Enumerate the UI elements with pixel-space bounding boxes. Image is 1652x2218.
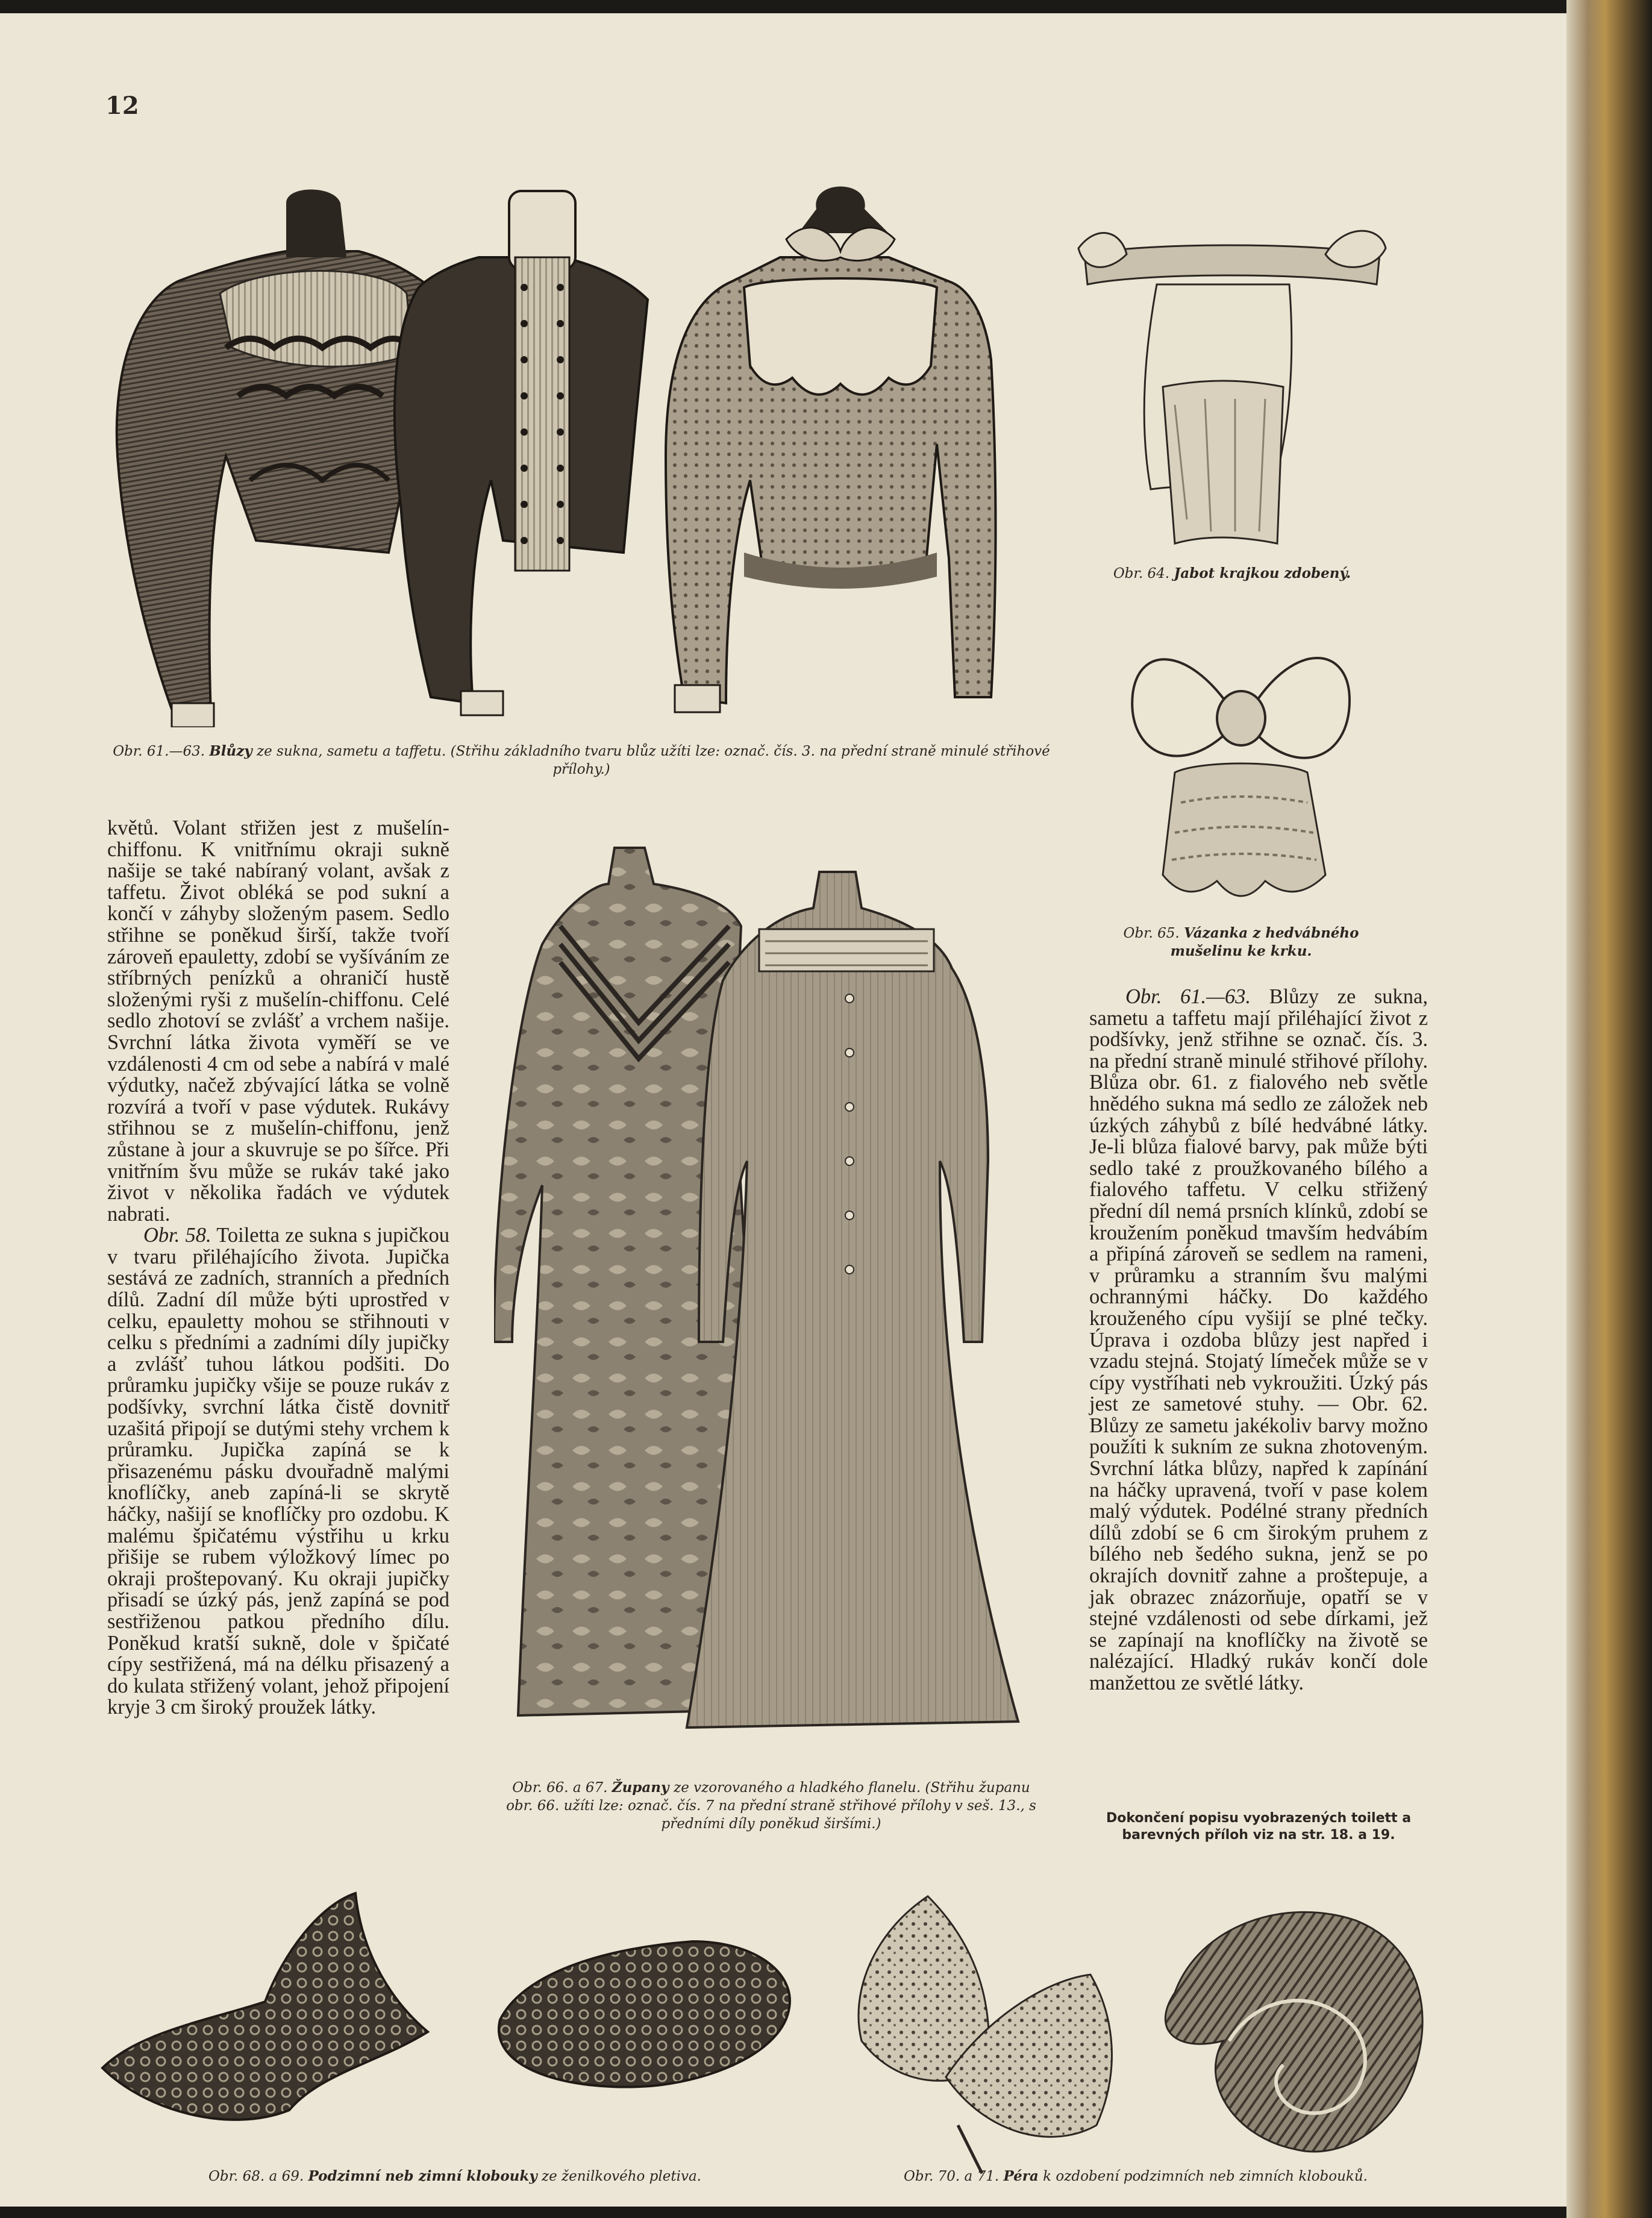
binding-spine (1566, 0, 1652, 2218)
caption-fig70-71-text: k ozdobení podzimních neb zimních klobouků. (1043, 2169, 1368, 2184)
caption-fig70-71-label: Obr. 70. a 71. (904, 2169, 1000, 2184)
right-paragraph-1 (1089, 986, 1428, 1694)
caption-fig70-71-title: Péra (1003, 2168, 1039, 2184)
caption-fig68-69-text: ze ženilkového pletiva. (542, 2169, 701, 2184)
caption-fig61-63 (108, 742, 1054, 778)
hats-illustration (90, 1881, 801, 2134)
caption-fig68-69 (139, 2167, 771, 2185)
left-text-column (107, 818, 449, 1718)
caption-fig66-67 (506, 1779, 1036, 1833)
left-paragraph-2-label: Obr. 58. (143, 1224, 211, 1247)
caption-fig61-63-label: Obr. 61.—63. (113, 744, 205, 759)
caption-fig66-67-label: Obr. 66. a 67. (512, 1780, 608, 1796)
magazine-page (0, 13, 1603, 2207)
caption-fig66-67-text: ze vzorovaného a hladkého flanelu. (Střihu županu obr. 66. užíti lze: označ. čís. 7 na přední straně střihové přílohy v seš. 13., s předními díly poněkud širšími.) (506, 1780, 1036, 1832)
right-paragraph-1-text: Blůzy ze sukna, sametu a taffetu mají přiléhající život z podšívky, jenž střihne se označ. čís. 3. na přední straně minulé střihové přílohy. Blůza obr. 61. z fialového neb světle hnědého sukna má sedlo ze záložek neb úzkých záhybů z bílé hedvábné látky. Je-li blůza fialové barvy, pak může býti sedlo také z proužkovaného bílého a fialového taffetu. V celku střižený přední díl nemá prsních klínků, zdobí se kroužením poněkud tmavším hedvábím a připíná zároveň se sedlem na rameni, v průramku a stranním švu malými ochrannými háčky. Do každého krouženého cípu vyšijí se plné tečky. Úprava i ozdoba blůzy jest napřed i vzadu stejná. Stojatý límeček může se v cípy vystříhati neb vykroužiti. Úzký pás jest ze sametové stuhy. — Obr. 62. Blůzy ze sametu jakékoliv barvy možno použíti k sukním ze sukna zhotoveným. Svrchní látka blůzy, napřed k zapínání na háčky upravená, tvoří v pase kolem malý výdutek. Podélné strany předních dílů zdobí se 6 cm širokým pruhem z bílého neb šedého sukna, jenž se po okrajích dovnitř zahne a proštepuje, a jak obrazec znázorňuje, opatří se v stejné vzdálenosti od sebe dírkami, jež se zapínají na knoflíčky na životě se nalézající. Hladký rukáv končí dole manžettou ze světlé látky. (1089, 985, 1428, 1694)
jabot-illustration (1072, 206, 1392, 550)
hats-drawing (90, 1881, 801, 2134)
caption-fig66-67-title: Županу (612, 1779, 669, 1796)
right-paragraph-1-label: Obr. 61.—63. (1125, 985, 1251, 1008)
caption-fig61-63-title: Blůzy (209, 743, 252, 759)
feathers-illustration (837, 1872, 1440, 2185)
blouses-drawing (105, 167, 1051, 727)
jabot-drawing (1072, 206, 1392, 550)
left-paragraph-1: květů. Volant střižen jest z mušelín-chiffonu. K vnitřnímu okraji sukně našije se také nabíraný volant, avšak z taffetu. Život obléká se pod sukní a končí v záhyby složeným pasem. Sedlo střihne se poněkud širší, takže tvoří zároveň epauletty, zdobí se vyšíváním ze stříbrných penízků a ohraničí hustě složenými ryši z mušelín-chiffonu. Celé sedlo zhotoví se zvlášť a vrchem našije. Svrchní látka života vyměří se ve vzdálenosti 4 cm od sebe a nabírá v malé výdutky, načež zbývající látka se volně rozvírá a tvoří v pase výdutek. Rukávy střihnou se z mušelín-chiffonu, jenž zůstane à jour a skuvruje se po šířce. Při vnitřním švu může se rukáv také jako život v několika řadách ve výdutek nabrati. (107, 816, 449, 1226)
caption-fig65-label: Obr. 65. (1123, 926, 1180, 941)
caption-fig64 (1072, 565, 1392, 583)
caption-fig68-69-label: Obr. 68. a 69. (208, 2169, 304, 2184)
right-text-column (1089, 986, 1428, 1694)
caption-fig68-69-title: Podzimní neb zimní klobouky (308, 2168, 537, 2184)
caption-fig64-label: Obr. 64. (1113, 566, 1170, 581)
blouses-illustration (105, 167, 1051, 727)
caption-fig65 (1109, 924, 1374, 960)
caption-fig70-71 (849, 2167, 1422, 2185)
caption-fig64-text: Jabot krajkou zdobený. (1174, 565, 1351, 581)
caption-fig65-text: Vázanka z hedvábného mušelinu ke krku. (1170, 925, 1359, 959)
left-paragraph-2 (107, 1225, 449, 1718)
feathers-drawing (837, 1872, 1440, 2185)
bow-illustration (1127, 622, 1356, 911)
continuation-note: Dokončení popisu vyobrazených toilett a barevných příloh viz na str. 18. a 19. (1106, 1811, 1412, 1843)
caption-fig61-63-text: ze sukna, sametu a taffetu. (Střihu základního tvaru blůz užíti lze: označ. čís. 3. na přední straně minulé střihové přílohy.) (256, 744, 1050, 777)
gowns-illustration (494, 824, 1042, 1764)
gowns-drawing (494, 824, 1042, 1764)
page-number: 12 (105, 92, 139, 120)
bow-drawing (1127, 622, 1356, 911)
left-paragraph-2-text: Toiletta ze sukna s jupičkou v tvaru přiléhajícího života. Jupička sestává ze zadních, stranních a předních dílů. Zadní díl může býti uprostřed v celku, epauletty mohou se střihnouti v celku s předními a zadními díly jupičky a zvlášť tuhou látkou podšiti. Do průramku jupičky všije se pouze rukáv z podšívky, svrchní látka čistě dovnitř uzašitá připojí se dutými stehy vrchem k průramku. Jupička zapíná se k přisazenému pásku dvouřadně malými knoflíčky, aneb zapíná-li se skrytě háčky, našijí se knoflíčky pro ozdobu. K malému špičatému výstřihu u krku přišije se rubem výložkový límec po okraji proštepovaný. Ku okraji jupičky přisadí se úzký pás, jenž zapíná se pod sestřiženou patkou předního dílu. Poněkud kratší sukně, dole v špičaté cípy sestřižená, má na délku přisazený a do kulata střižený volant, jehož připojení kryje 3 cm široký proužek látky. (107, 1224, 449, 1719)
